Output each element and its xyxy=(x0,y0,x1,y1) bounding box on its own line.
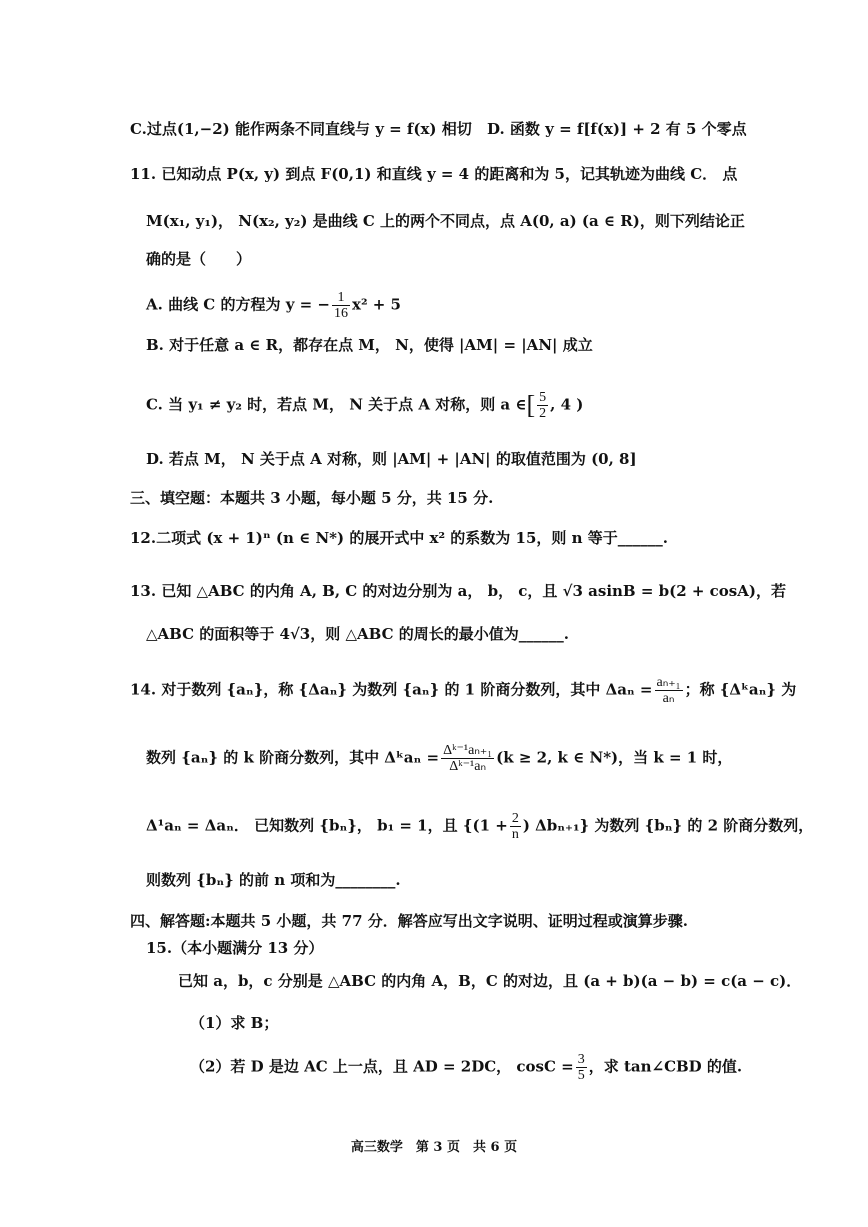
q14-line1 xyxy=(130,675,796,706)
fraction xyxy=(576,1052,587,1083)
fraction-denominator: n xyxy=(511,827,519,842)
q15-part2-pre: （2）若 D 是边 AC 上一点，且 AD = 2DC， cosC = xyxy=(190,1057,574,1076)
q11-option-d: D. 若点 M， N 关于点 A 对称，则 |AM| + |AN| 的取值范围为 (0, 8] xyxy=(146,450,637,468)
q11-option-a xyxy=(146,290,401,321)
q14-line2-pre: 数列 {aₙ} 的 k 阶商分数列，其中 Δᵏaₙ = xyxy=(146,748,440,767)
q15-body: 已知 a，b，c 分别是 △ABC 的内角 A，B，C 的对边，且 (a + b)(a − b) = c(a − c)． xyxy=(178,972,802,990)
q14-line3-post: ) Δbₙ₊₁} 为数列 {bₙ} 的 2 阶商分数列， xyxy=(522,816,814,835)
fraction-numerator: Δᵏ⁻¹aₙ₊₁ xyxy=(443,743,493,758)
fraction-denominator: Δᵏ⁻¹aₙ xyxy=(449,759,487,774)
q14-line1-post: ；称 {Δᵏaₙ} 为 xyxy=(684,680,797,699)
fraction-numerator: 3 xyxy=(577,1052,585,1067)
q14-line3 xyxy=(146,811,813,842)
q14-line4: 则数列 {bₙ} 的前 n 项和为________. xyxy=(146,871,401,889)
q13-line2: △ABC 的面积等于 4√3，则 △ABC 的周长的最小值为______. xyxy=(146,625,569,643)
page-footer: 高三数学 第 3 页 共 6 页 xyxy=(350,1140,518,1155)
fraction-denominator: aₙ xyxy=(662,691,675,706)
left-bracket: [ xyxy=(526,390,536,420)
fraction-numerator: 1 xyxy=(332,290,350,306)
q10-option-d: D. 函数 y = f[f(x)] + 2 有 5 个零点 xyxy=(487,120,747,138)
q11-option-a-post: x² + 5 xyxy=(352,295,401,314)
q14-line2 xyxy=(146,743,732,774)
fraction xyxy=(441,743,494,774)
q14-line2-post: (k ≥ 2, k ∈ N*)，当 k = 1 时， xyxy=(496,748,733,767)
q14-line1-pre: 14. 对于数列 {aₙ}，称 {Δaₙ} 为数列 {aₙ} 的 1 阶商分数列，其中 Δaₙ = xyxy=(130,680,653,699)
q11-option-c-pre: C. 当 y₁ ≠ y₂ 时，若点 M， N 关于点 A 对称，则 a ∈ xyxy=(146,395,527,414)
q11-option-c xyxy=(146,390,583,421)
q15-part2 xyxy=(190,1052,742,1083)
fraction-numerator: 5 xyxy=(539,390,547,405)
fraction-numerator: 2 xyxy=(511,811,519,826)
q12: 12.二项式 (x + 1)ⁿ (n ∈ N*) 的展开式中 x² 的系数为 15，则 n 等于______. xyxy=(130,529,668,547)
q15-part1: （1）求 B； xyxy=(190,1014,279,1032)
q11-option-a-pre: A. 曲线 C 的方程为 y = − xyxy=(146,295,330,314)
q15-title: 15.（本小题满分 13 分） xyxy=(146,939,324,957)
q15-part2-post: ，求 tan∠CBD 的值. xyxy=(588,1057,743,1076)
q13-line1: 13. 已知 △ABC 的内角 A, B, C 的对边分别为 a， b， c，且 √3 asinB = b(2 + cosA)，若 xyxy=(130,582,786,600)
fraction xyxy=(332,290,350,321)
fraction-denominator: 5 xyxy=(577,1068,585,1083)
q14-line3-pre: Δ¹aₙ = Δaₙ． 已知数列 {bₙ}， b₁ = 1，且 {(1 + xyxy=(146,816,508,835)
fraction xyxy=(537,390,548,421)
q10-option-c: C.过点(1,−2) 能作两条不同直线与 y = f(x) 相切 xyxy=(130,120,472,138)
fraction xyxy=(655,675,683,706)
fraction xyxy=(510,811,521,842)
q11-option-c-post: , 4 ) xyxy=(550,395,584,414)
fraction-denominator: 16 xyxy=(334,306,348,321)
fraction-denominator: 2 xyxy=(539,406,547,421)
q11-stem-line3: 确的是（ ） xyxy=(146,250,252,268)
section-4-heading: 四、解答题:本题共 5 小题，共 77 分．解答应写出文字说明、证明过程或演算步骤. xyxy=(130,912,688,930)
q11-stem-line2: M(x₁, y₁)， N(x₂, y₂) 是曲线 C 上的两个不同点，点 A(0, a) (a ∈ R)，则下列结论正 xyxy=(146,212,745,230)
fraction-numerator: aₙ₊₁ xyxy=(656,675,681,690)
q11-option-b: B. 对于任意 a ∈ R，都存在点 M， N，使得 |AM| = |AN| 成立 xyxy=(146,336,593,354)
section-3-heading: 三、填空题：本题共 3 小题，每小题 5 分，共 15 分. xyxy=(130,489,494,507)
q11-stem-line1: 11. 已知动点 P(x, y) 到点 F(0,1) 和直线 y = 4 的距离和为 5，记其轨迹为曲线 C． 点 xyxy=(130,165,738,183)
